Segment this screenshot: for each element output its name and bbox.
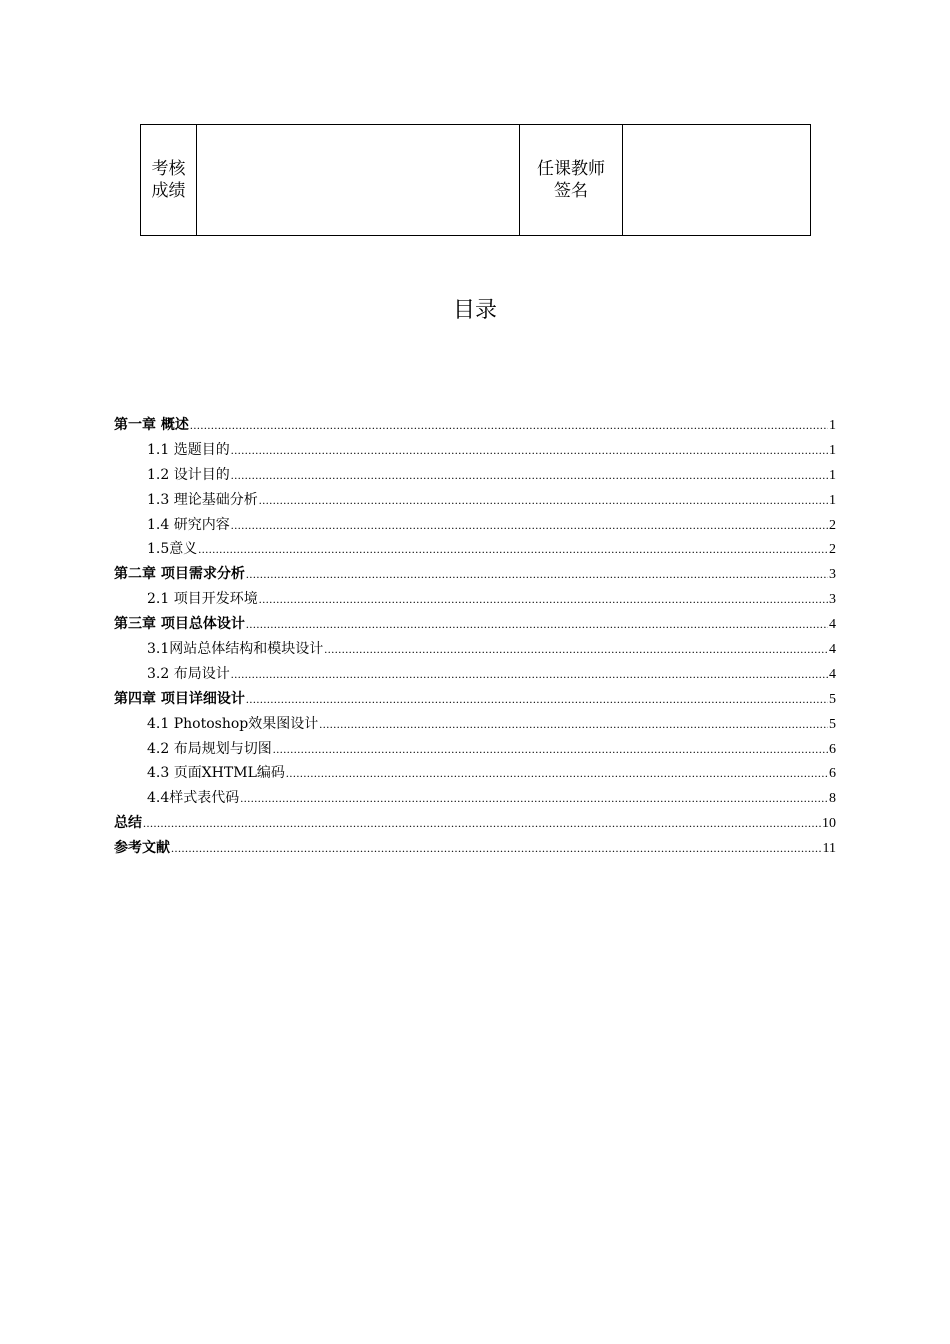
toc-page-number: 1 (829, 442, 836, 458)
toc-entry-title: 4.1 Photoshop效果图设计 (147, 715, 319, 732)
toc-dot-leader (286, 766, 828, 781)
grade-table (140, 124, 811, 236)
toc-entry-title: 1.2 设计目的 (147, 466, 230, 483)
toc-entry-title: 第四章 项目详细设计 (114, 690, 245, 707)
toc-entry-title: 参考文献 (114, 840, 170, 857)
teacher-signature-value-cell (623, 125, 811, 236)
toc-dot-leader (259, 493, 828, 508)
teacher-signature-label-cell (520, 125, 623, 236)
toc-page-number: 3 (829, 567, 836, 583)
score-value-cell (197, 125, 520, 236)
toc-title: 目录 (452, 298, 497, 323)
toc-section-entry[interactable] (114, 762, 836, 787)
teacher-label-line1: 任课教师 (537, 159, 605, 179)
toc-entry-title: 第二章 项目需求分析 (114, 566, 245, 583)
toc-entry-title: 3.2 布局设计 (147, 665, 230, 682)
toc-dot-leader (324, 642, 828, 657)
toc-entry-title: 总结 (114, 815, 142, 832)
toc-entry-title: 3.1网站总体结构和模块设计 (147, 641, 324, 658)
toc-entry-title: 1.5意义 (147, 541, 198, 558)
toc-section-entry[interactable] (114, 738, 836, 763)
grade-table-row (141, 125, 811, 236)
toc-dot-leader (231, 468, 828, 483)
toc-chapter-entry[interactable] (114, 688, 836, 713)
toc-dot-leader (231, 443, 828, 458)
toc-page-number: 6 (829, 766, 836, 782)
toc-chapter-entry[interactable] (114, 613, 836, 638)
toc-page-number: 3 (829, 592, 836, 608)
toc-entry-title: 2.1 项目开发环境 (147, 591, 258, 608)
toc-dot-leader (198, 542, 828, 557)
toc-section-entry[interactable] (114, 588, 836, 613)
toc-entry-title: 1.3 理论基础分析 (147, 491, 258, 508)
toc-chapter-entry[interactable] (114, 414, 836, 439)
toc-page-number: 11 (822, 841, 836, 857)
toc-dot-leader (171, 841, 822, 856)
toc-dot-leader (240, 791, 828, 806)
toc-section-entry[interactable] (114, 439, 836, 464)
toc-dot-leader (246, 692, 828, 707)
toc-entry-title: 4.2 布局规划与切图 (147, 740, 272, 757)
toc-dot-leader (319, 717, 828, 732)
toc-section-entry[interactable] (114, 538, 836, 563)
toc-section-entry[interactable] (114, 713, 836, 738)
toc-dot-leader (231, 667, 828, 682)
score-label-line2: 成绩 (151, 181, 186, 201)
toc-page-number: 1 (829, 467, 836, 483)
toc-chapter-entry[interactable] (114, 812, 836, 837)
toc-dot-leader (259, 592, 828, 607)
toc-page-number: 6 (829, 741, 836, 757)
toc-chapter-entry[interactable] (114, 563, 836, 588)
toc-page-number: 4 (829, 642, 836, 658)
toc-page-number: 1 (829, 492, 836, 508)
score-label-cell (141, 125, 197, 236)
toc-page-number: 2 (829, 517, 836, 533)
toc-section-entry[interactable] (114, 514, 836, 539)
toc-page-number: 1 (829, 418, 836, 433)
toc-page-number: 4 (829, 666, 836, 682)
toc-dot-leader (190, 418, 828, 433)
toc-section-entry[interactable] (114, 663, 836, 688)
toc-section-entry[interactable] (114, 638, 836, 663)
toc-entry-title: 第三章 项目总体设计 (114, 616, 245, 633)
toc-entry-title: 1.1 选题目的 (147, 441, 230, 458)
table-of-contents (114, 414, 836, 862)
toc-dot-leader (143, 816, 821, 831)
toc-entry-title: 第一章 概述 (114, 417, 189, 433)
toc-dot-leader (273, 742, 828, 757)
toc-entry-title: 4.4样式表代码 (147, 790, 240, 807)
toc-chapter-entry[interactable] (114, 837, 836, 862)
teacher-label-line2: 签名 (554, 181, 588, 201)
toc-dot-leader (246, 567, 828, 582)
toc-page-number: 10 (822, 816, 836, 832)
toc-page-number: 5 (829, 716, 836, 732)
toc-dot-leader (246, 617, 828, 632)
toc-section-entry[interactable] (114, 787, 836, 812)
toc-page-number: 8 (829, 791, 836, 807)
toc-page-number: 4 (829, 617, 836, 633)
toc-section-entry[interactable] (114, 489, 836, 514)
toc-entry-title: 4.3 页面XHTML编码 (147, 765, 285, 782)
toc-page-number: 2 (829, 542, 836, 558)
toc-page-number: 5 (829, 691, 836, 707)
toc-section-entry[interactable] (114, 464, 836, 489)
toc-dot-leader (231, 518, 828, 533)
score-label-line1: 考核 (151, 159, 186, 179)
toc-entry-title: 1.4 研究内容 (147, 516, 230, 533)
